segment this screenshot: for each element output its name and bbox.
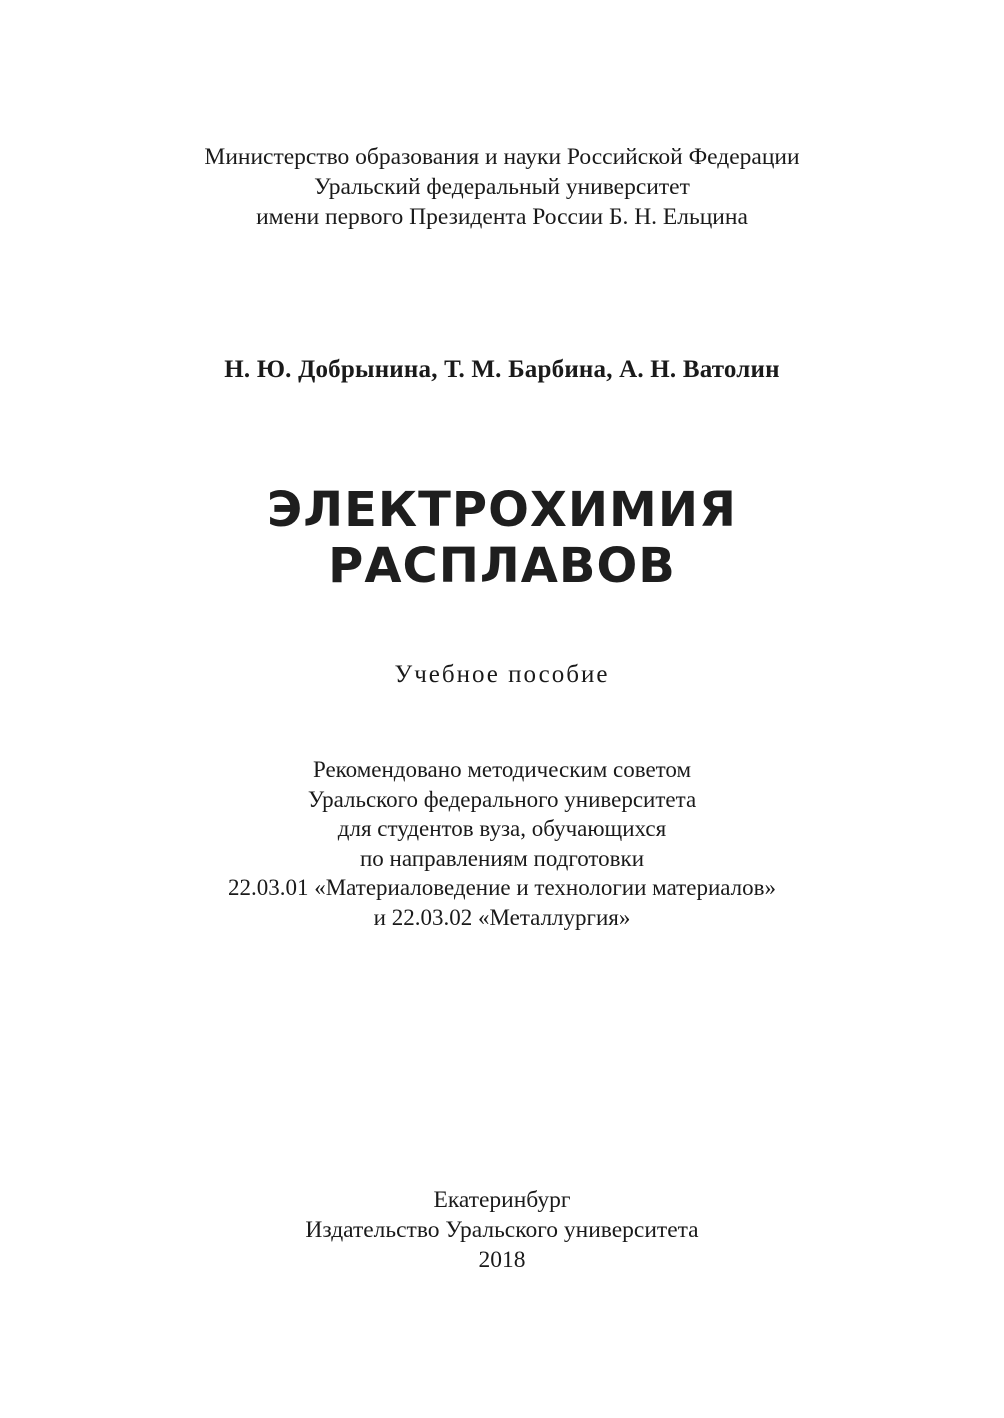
book-title bbox=[0, 482, 1004, 594]
authors: Н. Ю. Добрынина, Т. М. Барбина, А. Н. Ватолин bbox=[224, 356, 780, 383]
university-named-line: имени первого Президента России Б. Н. Ельцина bbox=[256, 204, 748, 230]
recommendation-line: Уральского федерального университета bbox=[307, 786, 697, 812]
book-title-line-2: РАСПЛАВОВ bbox=[328, 538, 676, 594]
imprint-publisher: Издательство Уральского университета bbox=[305, 1217, 699, 1243]
book-title-line-1: ЭЛЕКТРОХИМИЯ bbox=[267, 482, 737, 538]
recommendation-line: 22.03.01 «Материаловедение и технологии материалов» bbox=[227, 875, 776, 900]
recommendation-line: для студентов вуза, обучающихся bbox=[337, 816, 667, 841]
recommendation-line: Рекомендовано методическим советом bbox=[312, 757, 692, 782]
imprint-city: Екатеринбург bbox=[433, 1187, 571, 1213]
imprint bbox=[0, 1185, 1004, 1275]
recommendation-line: по направлениям подготовки bbox=[359, 845, 645, 871]
imprint-year: 2018 bbox=[478, 1247, 526, 1273]
university-line: Уральский федеральный университет bbox=[314, 174, 690, 200]
recommendation-note bbox=[0, 755, 1004, 932]
book-subtitle: Учебное пособие bbox=[394, 661, 610, 688]
ministry-line: Министерство образования и науки Российской Федерации bbox=[204, 144, 800, 170]
recommendation-line: и 22.03.02 «Металлургия» bbox=[373, 904, 631, 930]
institution-header bbox=[0, 142, 1004, 232]
